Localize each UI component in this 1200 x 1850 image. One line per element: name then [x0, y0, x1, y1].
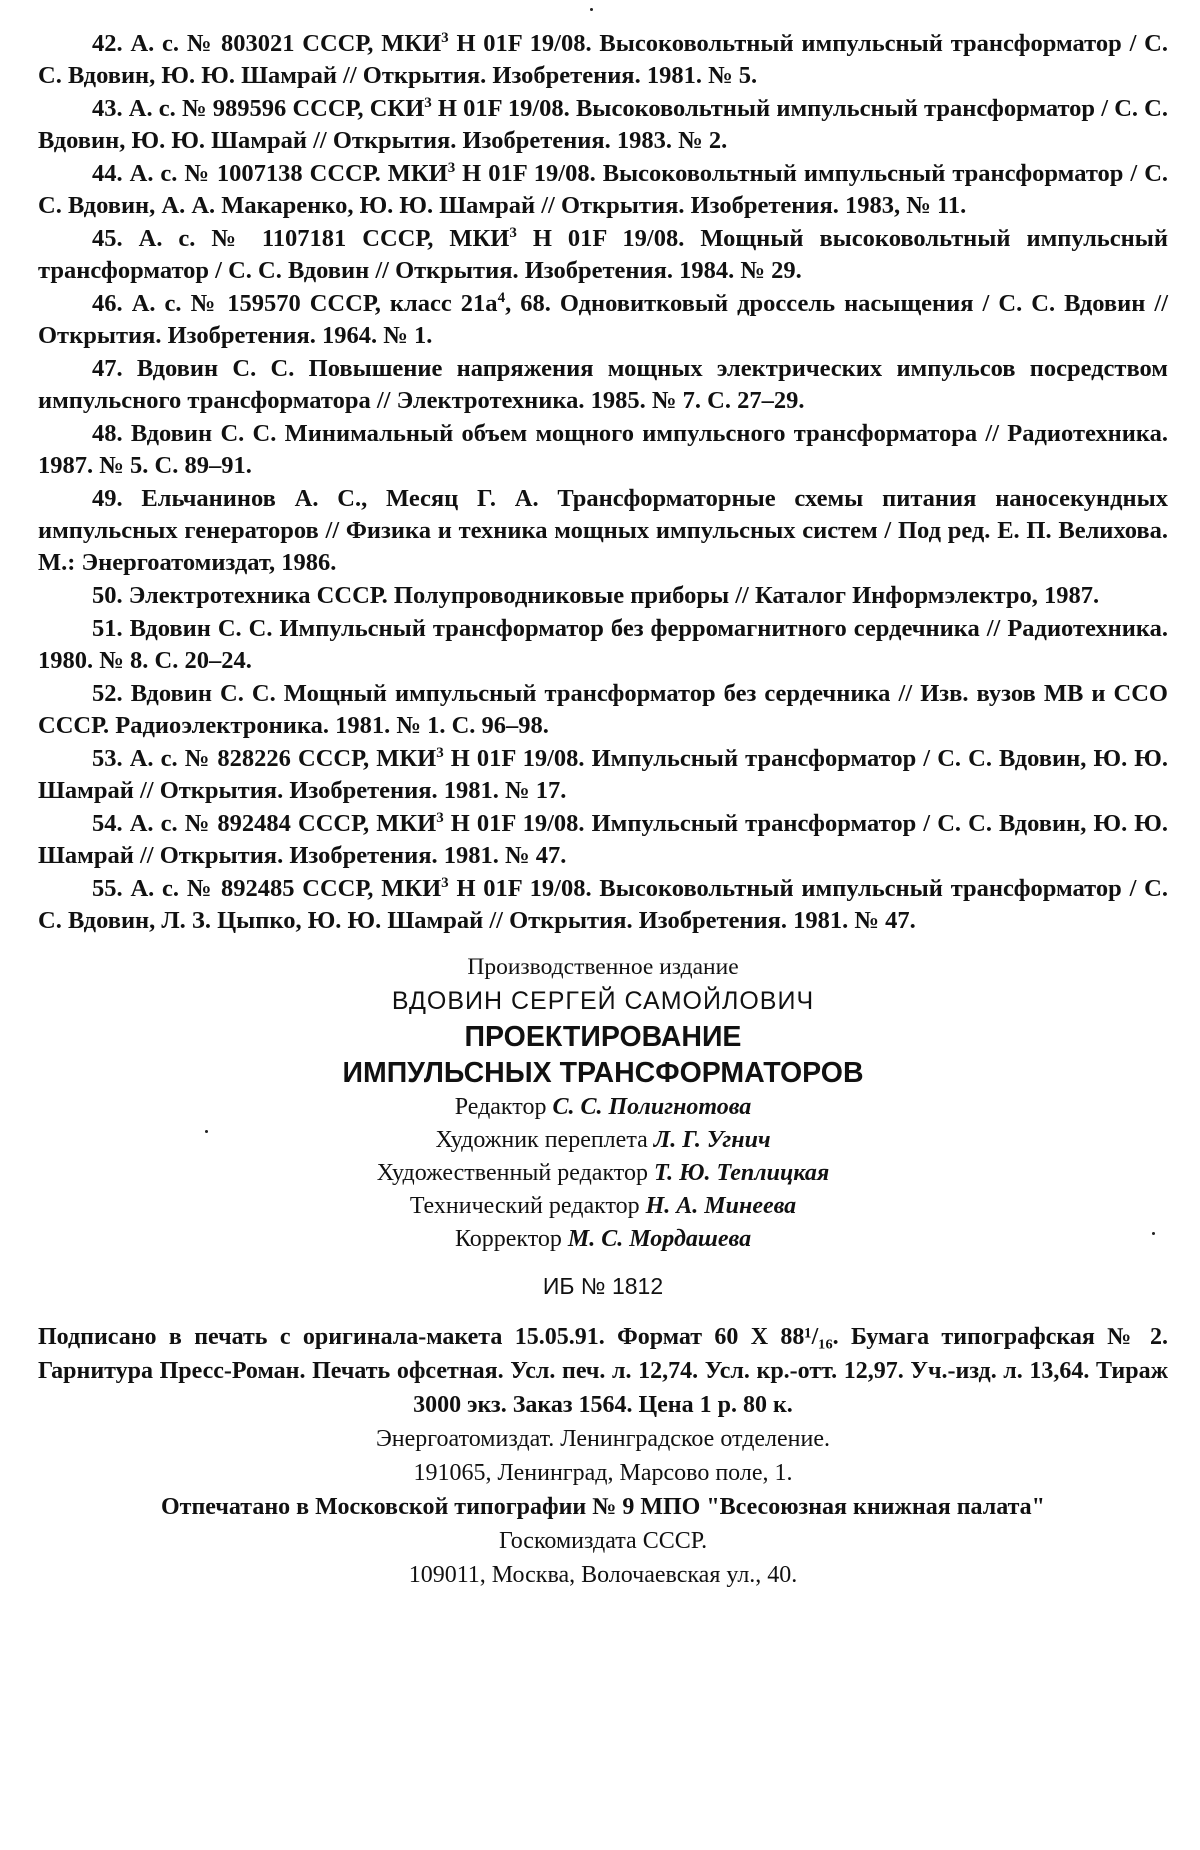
- reference-item: 51. Вдовин С. С. Импульсный трансформатор без ферромагнитного сердечника // Радиотехника. 1980. № 8. С. 20–24.: [38, 615, 1169, 674]
- scan-speck: [205, 1130, 208, 1133]
- reference-item: 55. А. с. № 892485 СССР, МКИ$^3$ Н 01F 19/08. Высоковольтный импульсный трансформатор / С. С. Вдовин, Л. З. Цыпко, Ю. Ю. Шамрай // Открытия. Изобретения. 1981. № 47.: [38, 874, 1168, 934]
- publication-type: Производственное издание: [467, 954, 739, 980]
- reference-item: 46. А. с. № 159570 СССР, класс $21а^4$, 68. Одновитковый дроссель насыщения / С. С. Вдовин // Открытия. Изобретения. 1964. № 1.: [38, 289, 1169, 349]
- credit-art-editor: Художественный редактор Т. Ю. Теплицкая: [376, 1160, 830, 1186]
- publisher: Энергоатомиздат. Ленинградское отделение.: [375, 1426, 831, 1452]
- credit-proofreader: Корректор М. С. Мордашева: [454, 1226, 752, 1252]
- reference-item: 53. А. с. № 828226 СССР, МКИ$^3$ Н 01F 19/08. Импульсный трансформатор / С. С. Вдовин, Ю. Ю. Шамрай // Открытия. Изобретения. 1981. № 17.: [38, 744, 1169, 804]
- reference-list: [38, 28, 1168, 937]
- book-author: ВДОВИН СЕРГЕЙ САМОЙЛОВИЧ: [391, 987, 815, 1015]
- publisher-address: 191065, Ленинград, Марсово поле, 1.: [413, 1460, 793, 1486]
- scan-speck: [590, 8, 593, 11]
- reference-item: 48. Вдовин С. С. Минимальный объем мощного импульсного трансформатора // Радиотехника. 1987. № 5. С. 89–91.: [38, 420, 1168, 479]
- reference-item: 44. А. с. № 1007138 СССР. МКИ$^3$ Н 01F 19/08. Высоковольтный импульсный трансформатор / С. С. Вдовин, А. А. Макаренко, Ю. Ю. Шамрай // Открытия. Изобретения. 1983, № 11.: [38, 159, 1169, 219]
- printer-line-2: Госкомиздата СССР.: [498, 1528, 708, 1554]
- ib-number: ИБ № 1812: [542, 1273, 664, 1299]
- reference-item: 45. А. с. № 1107181 СССР, МКИ$^3$ Н 01F 19/08. Мощный высоковольтный импульсный трансформатор / С. С. Вдовин // Открытия. Изобретения. 1984. № 29.: [38, 224, 1169, 284]
- reference-item: 49. Ельчанинов А. С., Месяц Г. А. Трансформаторные схемы питания наносекундных импульсных генераторов // Физика и техника мощных импульсных систем / Под ред. Е. П. Велихова. М.: Энергоатомиздат, 1986.: [38, 485, 1168, 576]
- reference-item: 52. Вдовин С. С. Мощный импульсный трансформатор без сердечника // Изв. вузов МВ и ССО СССР. Радиоэлектроника. 1981. № 1. С. 96–98.: [38, 680, 1168, 739]
- reference-item: 54. А. с. № 892484 СССР, МКИ$^3$ Н 01F 19/08. Импульсный трансформатор / С. С. Вдовин, Ю. Ю. Шамрай // Открытия. Изобретения. 1981. № 47.: [38, 809, 1169, 869]
- credit-technical-editor: Технический редактор Н. А. Минеева: [409, 1193, 797, 1219]
- reference-item: 50. Электротехника СССР. Полупроводниковые приборы // Каталог Информэлектро, 1987.: [92, 582, 1100, 609]
- scan-speck: [1152, 1232, 1155, 1235]
- book-title-line-2: ИМПУЛЬСНЫХ ТРАНСФОРМАТОРОВ: [342, 1057, 864, 1089]
- reference-item: 47. Вдовин С. С. Повышение напряжения мощных электрических импульсов посредством импульсного трансформатора // Электротехника. 1985. № 7. С. 27–29.: [38, 355, 1168, 414]
- printer-line-1: Отпечатано в Московской типографии № 9 МПО "Всесоюзная книжная палата": [161, 1494, 1045, 1520]
- credit-cover-artist: Художник переплета Л. Г. Угнич: [435, 1127, 771, 1153]
- imprint: [38, 951, 1168, 1592]
- printer-address: 109011, Москва, Волочаевская ул., 40.: [408, 1562, 798, 1588]
- reference-item: 42. А. с. № 803021 СССР, МКИ$^3$ Н 01F 19/08. Высоковольтный импульсный трансформатор / С. С. Вдовин, Ю. Ю. Шамрай // Открытия. Изобретения. 1981. № 5.: [38, 29, 1168, 89]
- print-info: Подписано в печать с оригинала-макета 15.05.91. Формат 60 X 88¹/₁₆. Бумага типографская № 2. Гарнитура Пресс-Роман. Печать офсетная. Усл. печ. л. 12,74. Усл. кр.-отт. 12,97. Уч.-изд. л. 13,64. Тираж 3000 экз. Заказ 1564. Цена 1 р. 80 к.: [38, 1324, 1168, 1418]
- book-title-line-1: ПРОЕКТИРОВАНИЕ: [464, 1021, 742, 1053]
- credit-editor: Редактор С. С. Полигнотова: [454, 1094, 752, 1120]
- reference-item: 43. А. с. № 989596 СССР, СКИ$^3$ Н 01F 19/08. Высоковольтный импульсный трансформатор / С. С. Вдовин, Ю. Ю. Шамрай // Открытия. Изобретения. 1983. № 2.: [38, 94, 1168, 154]
